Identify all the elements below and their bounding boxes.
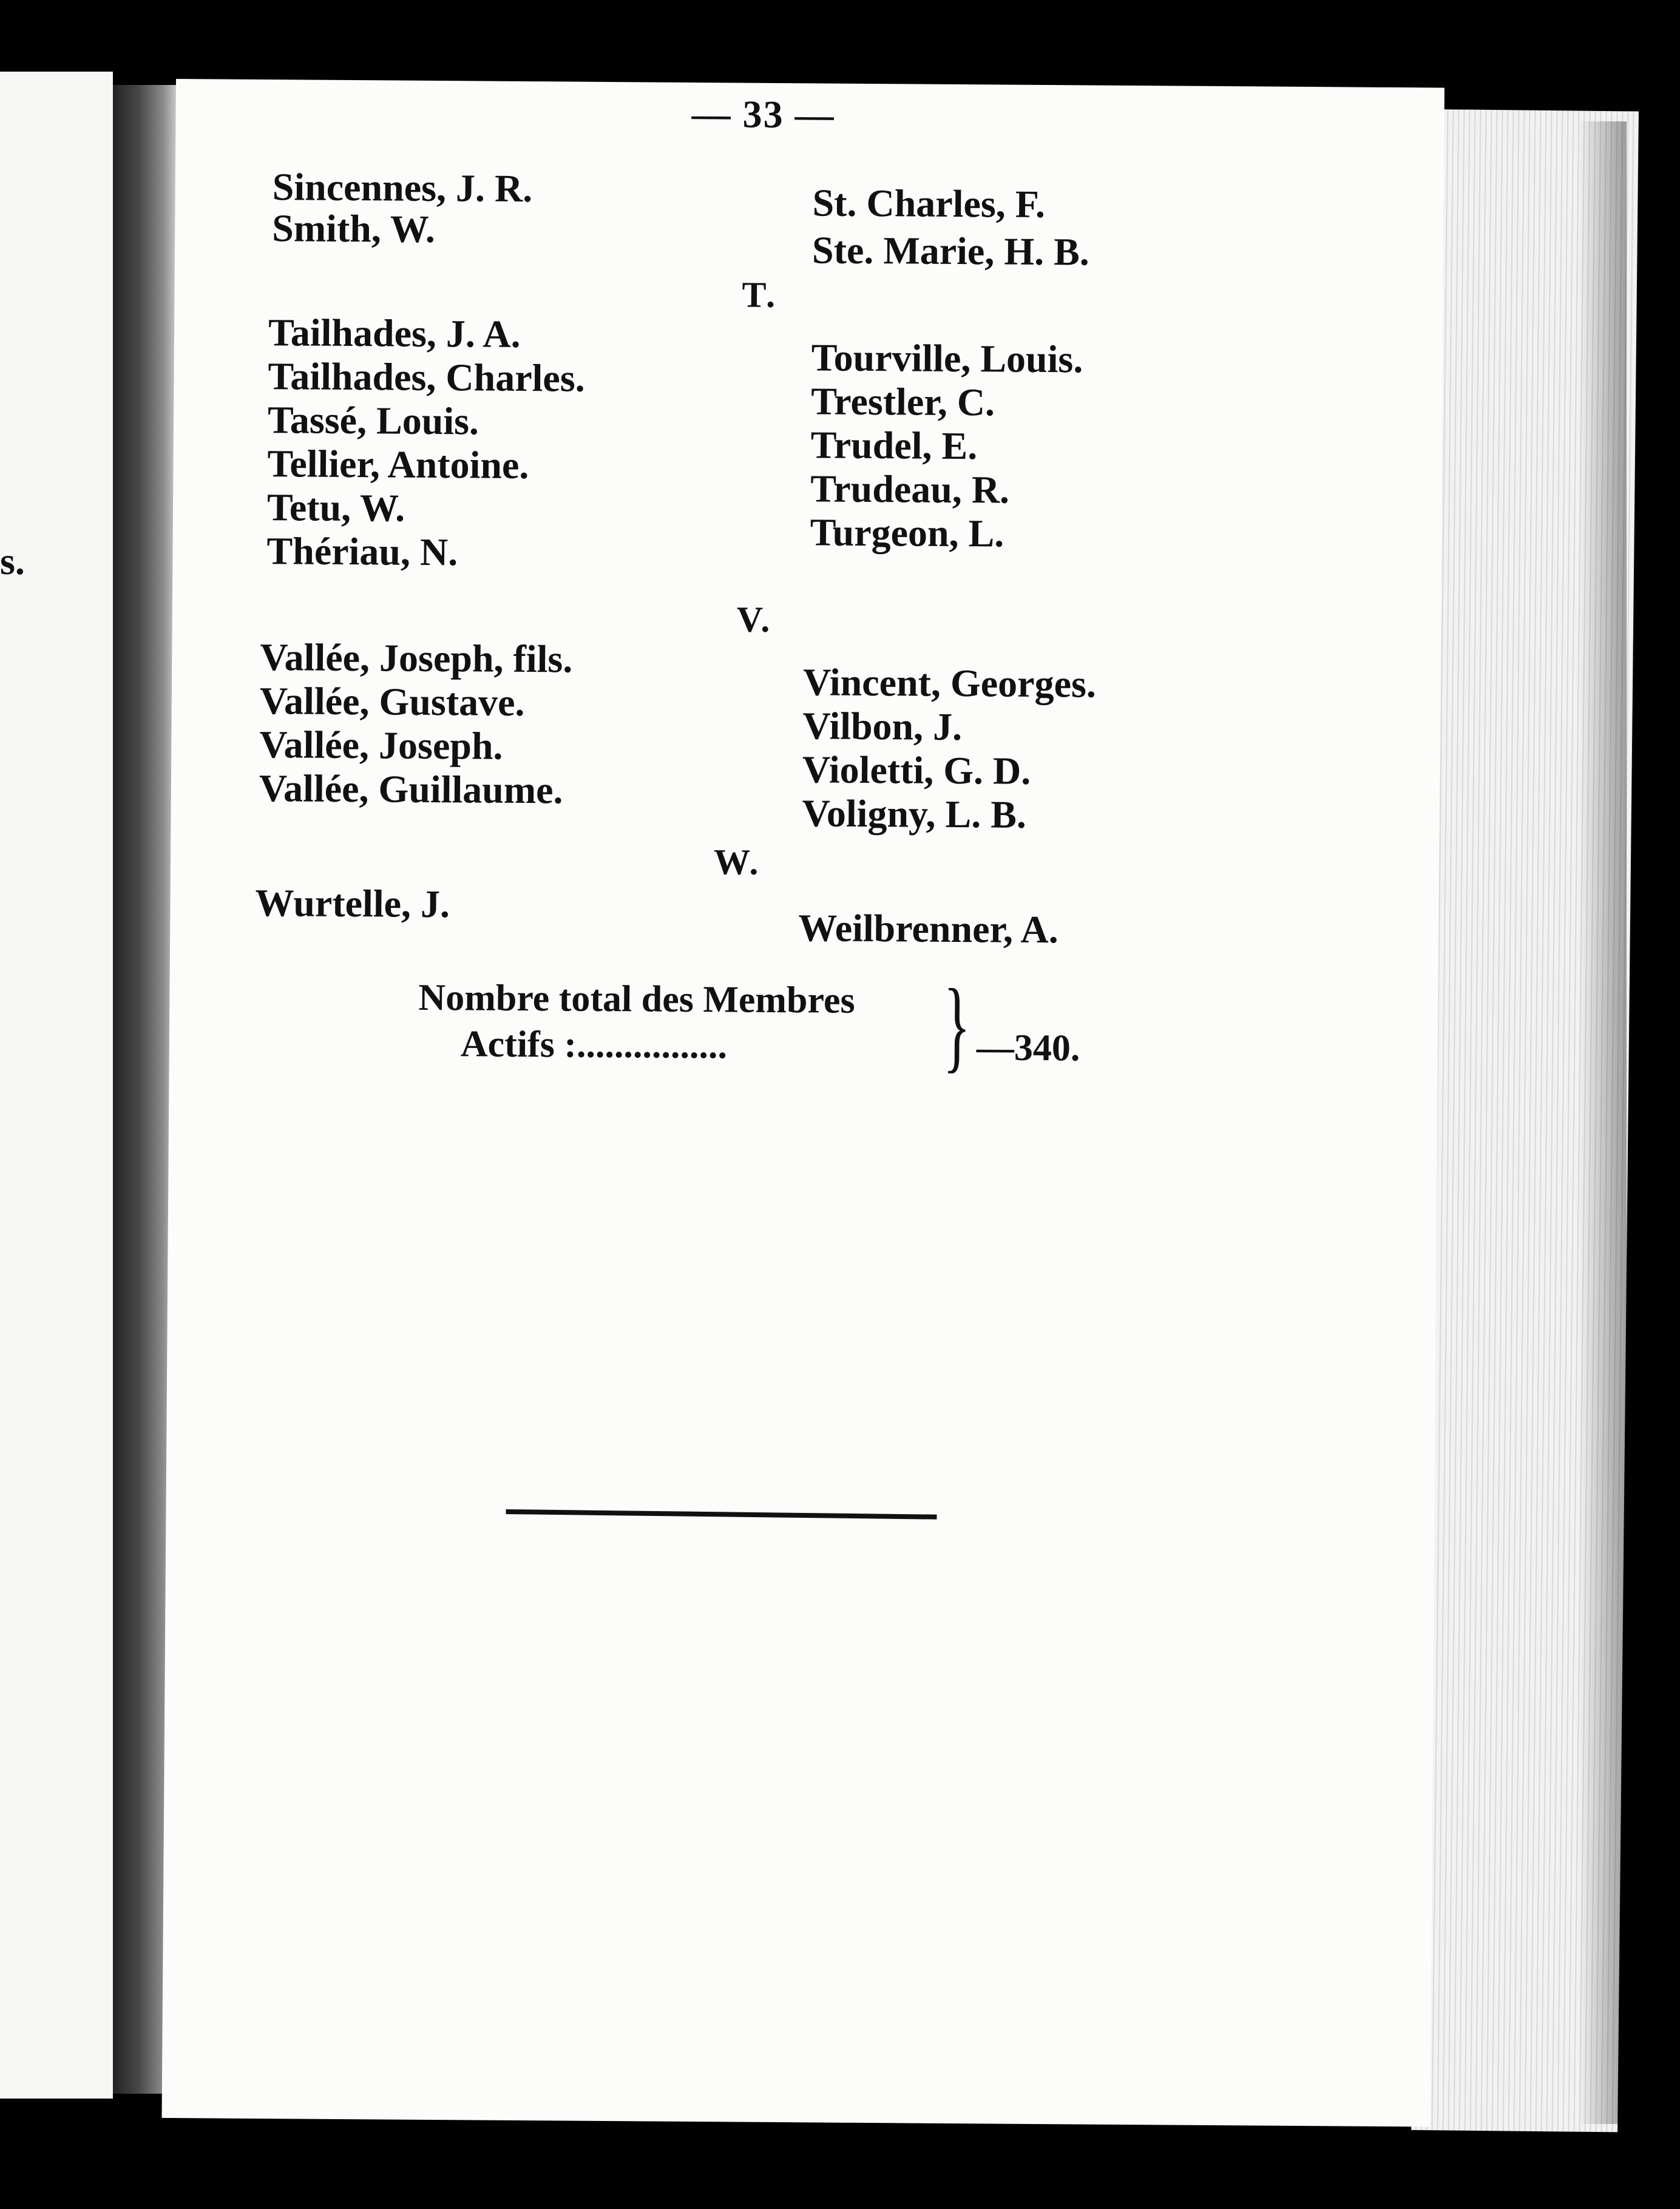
left-facing-page <box>0 72 113 2099</box>
section-letter: T. <box>742 274 778 315</box>
member-name: Turgeon, L. <box>810 510 1004 555</box>
member-name: Tassé, Louis. <box>267 398 479 443</box>
page-number: — 33 — <box>691 92 835 137</box>
member-name: St. Charles, F. <box>812 181 1046 226</box>
member-name: Tellier, Antoine. <box>267 442 529 487</box>
member-name: Trudel, E. <box>810 423 978 468</box>
member-name: Thériau, N. <box>266 529 458 574</box>
member-name: Vallée, Joseph, fils. <box>260 635 573 681</box>
member-name: Trestler, C. <box>811 379 995 424</box>
member-name: Vallée, Joseph. <box>259 722 503 768</box>
total-brace: } <box>943 967 971 1083</box>
horizontal-rule <box>506 1509 937 1520</box>
fore-edge-shadow <box>1578 121 1627 2124</box>
total-label-line2: Actifs :................ <box>460 1023 728 1067</box>
member-name: Violetti, G. D. <box>802 748 1031 793</box>
member-name: Ste. Marie, H. B. <box>811 228 1090 274</box>
member-name: Smith, W. <box>272 206 436 251</box>
member-name: Weilbrenner, A. <box>798 906 1058 952</box>
member-name: Tourville, Louis. <box>811 336 1083 381</box>
member-name: Trudeau, R. <box>810 467 1010 512</box>
section-letter: W. <box>713 842 761 882</box>
member-name: Tailhades, J. A. <box>268 311 521 356</box>
member-name: Vallée, Guillaume. <box>259 766 563 812</box>
member-name: Voligny, L. B. <box>802 791 1027 836</box>
member-name: Tetu, W. <box>266 485 405 530</box>
member-name: Vincent, Georges. <box>802 660 1097 706</box>
member-name: Sincennes, J. R. <box>272 165 533 211</box>
document-page <box>162 79 1445 2127</box>
left-page-fragment: s. <box>0 540 25 583</box>
total-label-line1: Nombre total des Membres <box>418 976 855 1021</box>
member-name: Wurtelle, J. <box>255 881 450 926</box>
section-letter: V. <box>736 599 773 640</box>
member-name: Tailhades, Charles. <box>268 354 586 400</box>
member-name: Vilbon, J. <box>802 704 963 749</box>
total-value: —340. <box>976 1027 1080 1069</box>
member-name: Vallée, Gustave. <box>259 678 525 725</box>
